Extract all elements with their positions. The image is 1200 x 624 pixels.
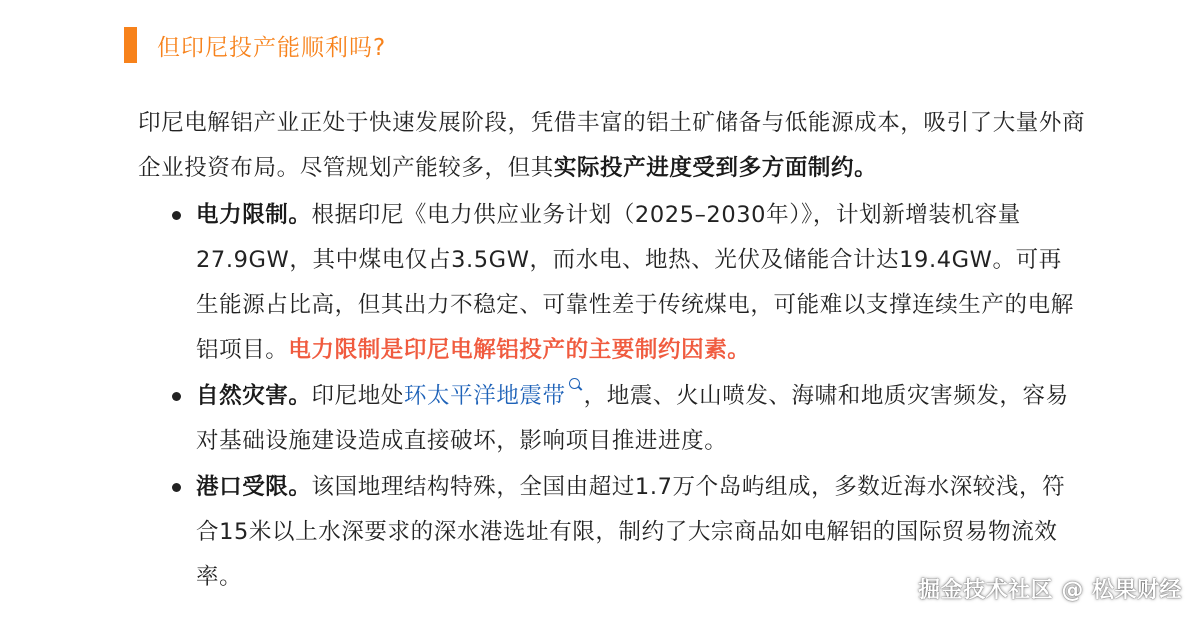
item-highlight: 电力限制是印尼电解铝投产的主要制约因素。: [288, 337, 751, 363]
constraints-list: [172, 193, 1082, 601]
item-text-after: ，地震、火山喷发、海啸和地质灾害频发，容易对基础设施建设造成直接破坏，影响项目推进进度。: [196, 383, 1069, 454]
bullet-icon: [172, 211, 181, 220]
watermark: 掘金技术社区 @ 松果财经: [918, 578, 1182, 603]
earthquake-belt-link[interactable]: 环太平洋地震带: [403, 383, 566, 409]
item-title: 电力限制。: [196, 202, 312, 228]
item-text: 根据印尼《电力供应业务计划（2025–2030年）》，计划新增装机容量27.9GW，其中煤电仅占3.5GW，而水电、地热、光伏及储能合计达19.4GW。可再生能源占比高，但其出力不稳定、可靠性差于传统煤电，可能难以支撑连续生产的电解铝项目。: [196, 202, 1074, 363]
list-item-power: [172, 193, 1082, 373]
intro-paragraph: [138, 101, 1098, 191]
item-text: 印尼地处: [311, 383, 404, 409]
bullet-icon: [172, 392, 181, 401]
section-heading: [124, 26, 386, 64]
list-item-natural-disasters: [172, 374, 1082, 464]
item-title: 港口受限。: [196, 474, 312, 500]
search-icon[interactable]: [569, 378, 580, 389]
bullet-icon: [172, 483, 181, 492]
heading-title: 但印尼投产能顺利吗?: [157, 34, 387, 61]
item-title: 自然灾害。: [196, 383, 312, 409]
intro-bold-text: 实际投产进度受到多方面制约。: [553, 155, 878, 181]
item-text: 该国地理结构特殊，全国由超过1.7万个岛屿组成，多数近海水深较浅，符合15米以上水深要求的深水港选址有限，制约了大宗商品如电解铝的国际贸易物流效率。: [196, 474, 1066, 590]
heading-accent-bar: [124, 27, 137, 63]
intro-text: 印尼电解铝产业正处于快速发展阶段，凭借丰富的铝土矿储备与低能源成本，吸引了大量外商企业投资布局。尽管规划产能较多，但其: [138, 110, 1086, 181]
